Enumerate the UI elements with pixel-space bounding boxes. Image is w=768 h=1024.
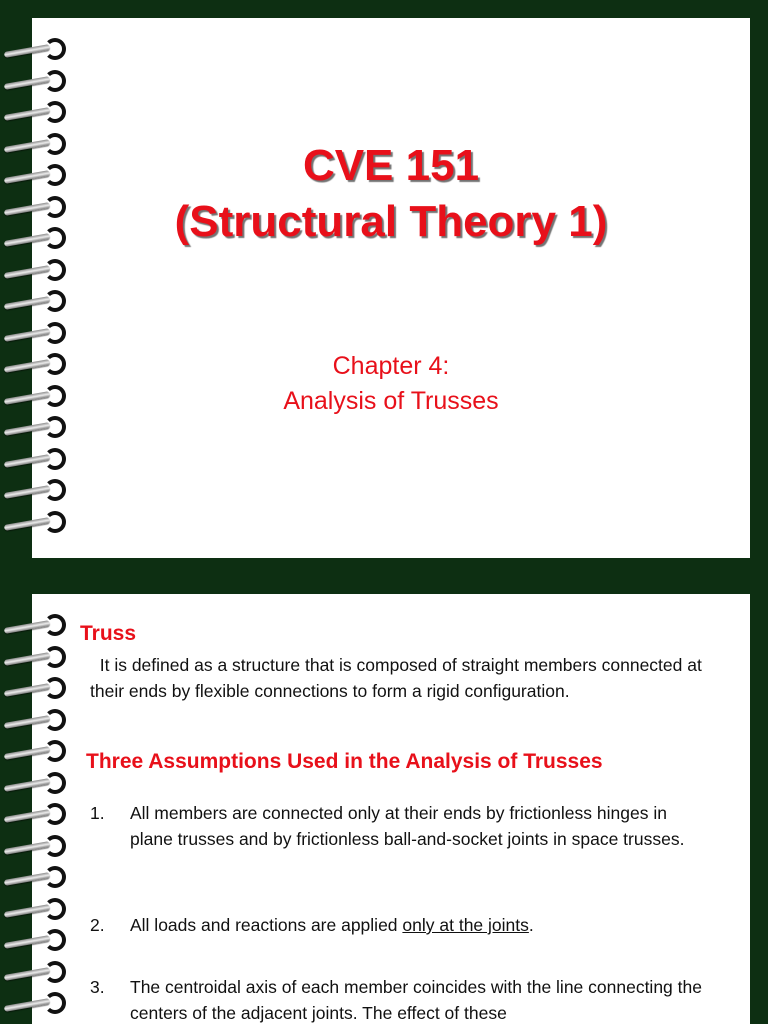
binding-ring — [0, 644, 70, 670]
truss-definition — [90, 652, 710, 704]
truss-heading: Truss — [80, 622, 137, 645]
item-number: 1. — [90, 803, 105, 823]
binding-ring — [0, 770, 70, 796]
binding-ring — [0, 801, 70, 827]
item-text — [130, 912, 710, 938]
binding-ring — [0, 446, 70, 472]
item-text-start: All loads and reactions are applied — [130, 915, 403, 935]
definition-text: It is defined as a structure that is composed of straight members connected at their ends by flexible connections to form a rigid configuration. — [90, 655, 702, 701]
binding-ring — [0, 225, 70, 251]
item-number: 2. — [90, 915, 105, 935]
binding-ring — [0, 257, 70, 283]
binding-ring — [0, 477, 70, 503]
truss-slide — [0, 576, 768, 1024]
binding-ring — [0, 194, 70, 220]
binding-ring — [0, 36, 70, 62]
assumptions-heading: Three Assumptions Used in the Analysis of Trusses — [86, 750, 603, 773]
binding-ring — [0, 131, 70, 157]
binding-ring — [0, 990, 70, 1016]
item-text: The centroidal axis of each member coincides with the line connecting the centers of the adjacent joints. The effect of these — [130, 977, 702, 1023]
binding-ring — [0, 959, 70, 985]
item-text: All members are connected only at their ends by frictionless hinges in plane trusses and by frictionless ball-and-socket joints in space trusses. — [130, 803, 685, 849]
binding-ring — [0, 738, 70, 764]
binding-ring — [0, 864, 70, 890]
binding-ring — [0, 927, 70, 953]
slide-page — [32, 18, 750, 558]
item-number: 3. — [90, 977, 105, 997]
binding-ring — [0, 68, 70, 94]
binding-ring — [0, 612, 70, 638]
binding-ring — [0, 99, 70, 125]
binding-ring — [0, 833, 70, 859]
binding-ring — [0, 707, 70, 733]
binding-ring — [0, 675, 70, 701]
binding-ring — [0, 162, 70, 188]
binding-ring — [0, 320, 70, 346]
chapter-title: Analysis of Trusses — [283, 387, 499, 415]
binding-ring — [0, 351, 70, 377]
underlined-phrase: only at the joints — [402, 915, 529, 935]
item-text-end: . — [528, 915, 534, 935]
binding-ring — [0, 288, 70, 314]
spiral-binding — [0, 576, 80, 1024]
binding-ring — [0, 896, 70, 922]
binding-ring — [0, 509, 70, 535]
binding-ring — [0, 414, 70, 440]
spiral-binding — [0, 0, 80, 576]
slide-page — [32, 594, 750, 1024]
course-name-title: (Structural Theory 1) — [174, 197, 608, 246]
chapter-number: Chapter 4: — [332, 352, 450, 380]
binding-ring — [0, 383, 70, 409]
course-code-title: CVE 151 — [302, 141, 480, 190]
